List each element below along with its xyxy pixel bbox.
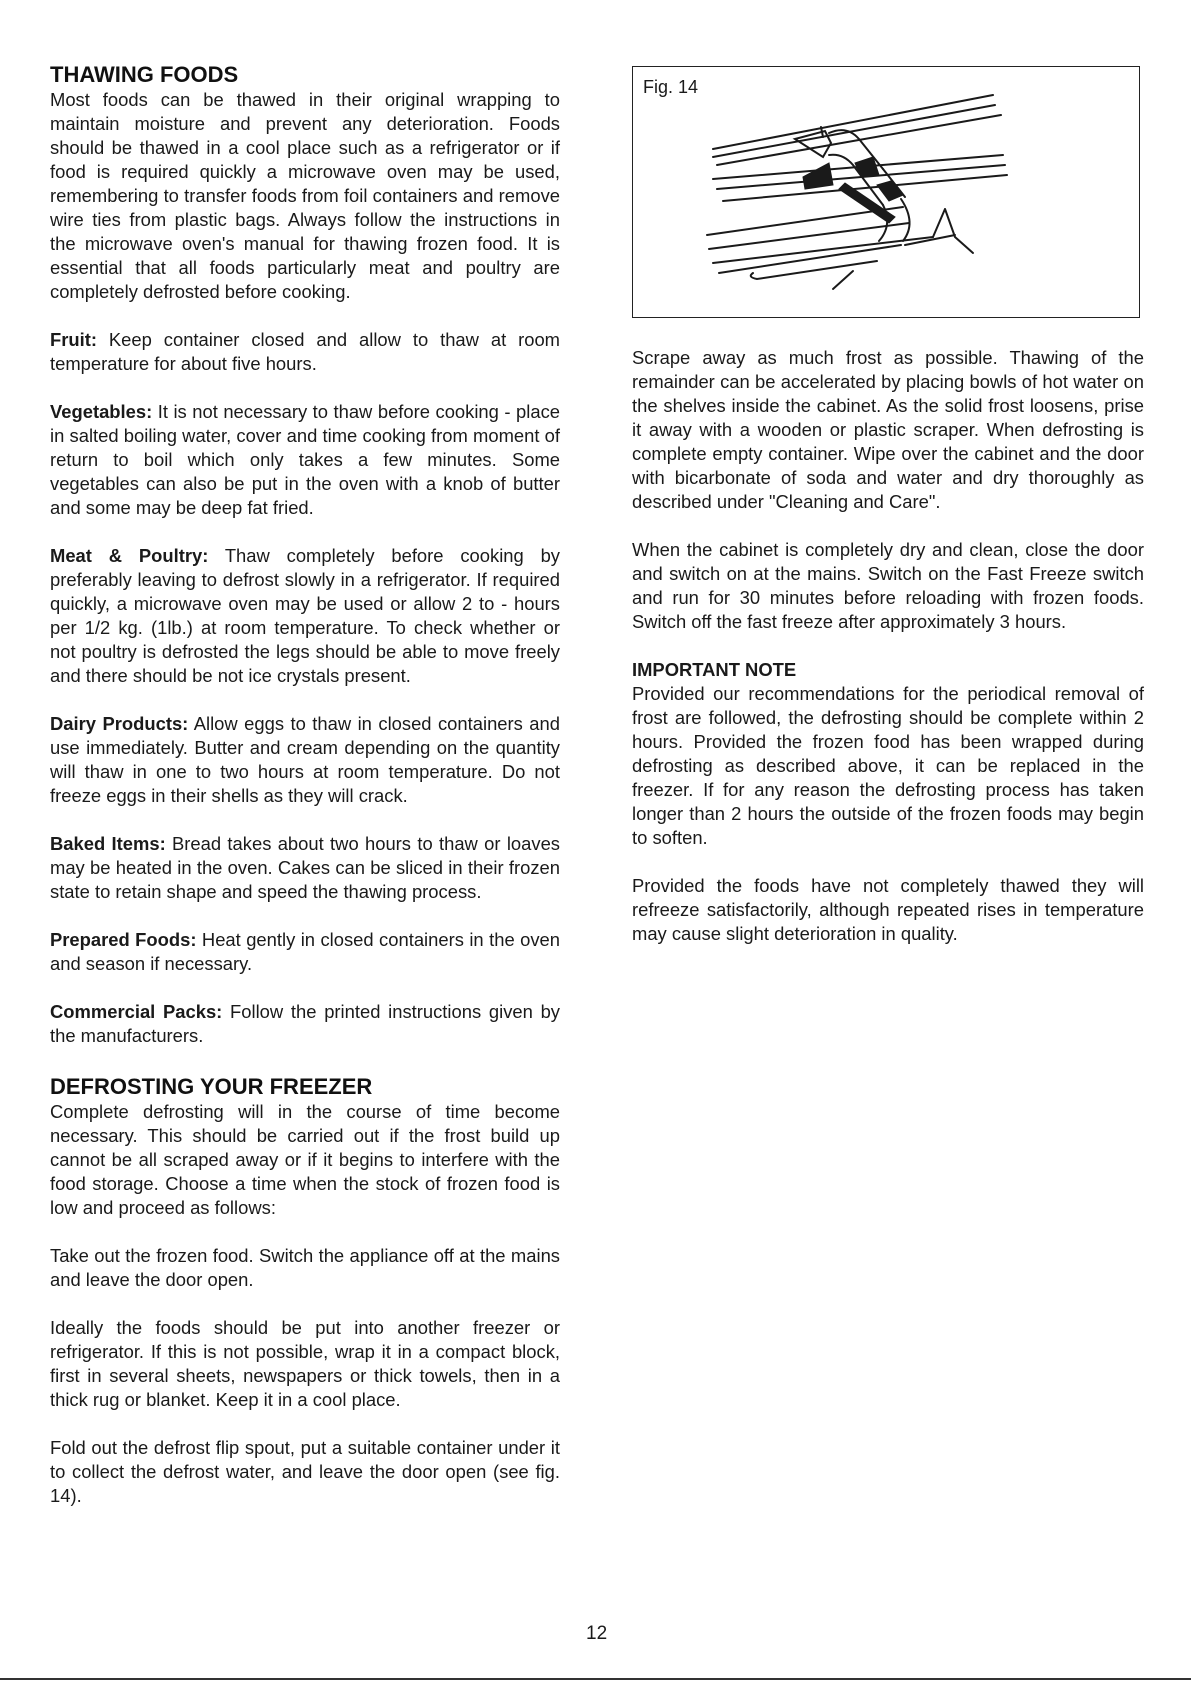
thawing-foods-heading: THAWING FOODS [50, 62, 239, 87]
figure-label: Fig. 14 [643, 77, 699, 97]
vegetables-text: It is not necessary to thaw before cooking - place in salted boiling water, cover and time cooking from moment of return to boil which only takes a few minutes. Some vegetables can also be put in the oven with a knob of butter and some may be deep fat fried. [50, 401, 560, 518]
meat-poultry-text: Thaw completely before cooking by preferably leaving to defrost slowly in a refrigerator. If required quickly, a microwave oven may be used or allow 2 to - hours per 1/2 kg. (1lb.) at room temperature. To check whether or not poultry is defrosted the legs should be able to move freely and there should be not ice crystals present. [50, 545, 560, 686]
defrost-spout-illustration [633, 67, 1139, 317]
fruit-label: Fruit: [50, 329, 97, 350]
dairy-products-text: Allow eggs to thaw in closed containers and use immediately. Butter and cream depending on the quantity will thaw in one to two hours at room temperature. Do not freeze eggs in their shells as they will crack. [50, 713, 560, 806]
meat-poultry-label: Meat & Poultry: [50, 545, 209, 566]
fruit-paragraph [50, 328, 560, 376]
important-note-heading: IMPORTANT NOTE [632, 659, 797, 680]
reload-paragraph: When the cabinet is completely dry and clean, close the door and switch on at the mains. Switch on the Fast Freeze switch and run for 30 minutes before reloading with frozen foods. Switch off the fast freeze after approximately 3 hours. [632, 539, 1144, 632]
defrosting-heading: DEFROSTING YOUR FREEZER [50, 1074, 373, 1099]
baked-items-text: Bread takes about two hours to thaw or loaves may be heated in the oven. Cakes can be sliced in their frozen state to retain shape and speed the thawing process. [50, 833, 561, 902]
dairy-products-label: Dairy Products: [50, 713, 189, 734]
baked-items-paragraph [50, 832, 560, 904]
vegetables-label: Vegetables: [50, 401, 153, 422]
defrosting-paragraph-3: Ideally the foods should be put into another freezer or refrigerator. If this is not possible, wrap it in a compact block, first in several sheets, newspapers or thick towels, then in a thick rug or blanket. Keep it in a cool place. [50, 1317, 560, 1410]
figure-14 [632, 66, 1140, 318]
right-column [632, 66, 1144, 946]
thawing-intro: Most foods can be thawed in their original wrapping to maintain moisture and prevent any deterioration. Foods should be thawed in a cool place such as a refrigerator or if food is required quickly a microwave oven may be used, remembering to transfer foods from foil containers and remove wire ties from plastic bags. Always follow the instructions in the microwave oven's manual for thawing frozen food. It is essential that all foods particularly meat and poultry are completely defrosted before cooking. [50, 89, 560, 302]
prepared-foods-label: Prepared Foods: [50, 929, 197, 950]
vegetables-paragraph [50, 400, 560, 520]
defrosting-paragraph-1: Complete defrosting will in the course of time become necessary. This should be carried out if the frost build up cannot be all scraped away or if it begins to interfere with the food storage. Choose a time when the stock of frozen food is low and proceed as follows: [50, 1101, 560, 1218]
meat-poultry-paragraph [50, 544, 560, 688]
defrosting-paragraph-4: Fold out the defrost flip spout, put a suitable container under it to collect the defrost water, and leave the door open (see fig. 14). [50, 1437, 560, 1506]
defrosting-paragraph-2: Take out the frozen food. Switch the appliance off at the mains and leave the door open. [50, 1245, 560, 1290]
baked-items-label: Baked Items: [50, 833, 166, 854]
bottom-rule [0, 1678, 1191, 1680]
prepared-foods-text: Heat gently in closed containers in the oven and season if necessary. [50, 929, 560, 974]
commercial-packs-paragraph [50, 1000, 560, 1048]
dairy-products-paragraph [50, 712, 560, 808]
commercial-packs-text: Follow the printed instructions given by the manufacturers. [50, 1001, 560, 1046]
page-number: 12 [586, 1623, 608, 1644]
important-note-paragraph-1: Provided our recommendations for the periodical removal of frost are followed, the defrosting should be complete within 2 hours. Provided the frozen food has been wrapped during defrosting as described above, it can be replaced in the freezer. If for any reason the defrosting process has taken longer than 2 hours the outside of the frozen foods may begin to soften. [632, 683, 1144, 848]
scrape-paragraph: Scrape away as much frost as possible. Thawing of the remainder can be accelerated by placing bowls of hot water on the shelves inside the cabinet. As the solid frost loosens, prise it away with a wooden or plastic scraper. When defrosting is complete empty container. Wipe over the cabinet and the door with bicarbonate of soda and water and dry thoroughly as described under "Cleaning and Care". [632, 347, 1144, 512]
important-note-paragraph-2: Provided the foods have not completely thawed they will refreeze satisfactorily, although repeated rises in temperature may cause slight deterioration in quality. [632, 875, 1144, 944]
prepared-foods-paragraph [50, 928, 560, 976]
left-column [50, 62, 560, 1508]
commercial-packs-label: Commercial Packs: [50, 1001, 223, 1022]
fruit-text: Keep container closed and allow to thaw at room temperature for about five hours. [50, 329, 560, 374]
